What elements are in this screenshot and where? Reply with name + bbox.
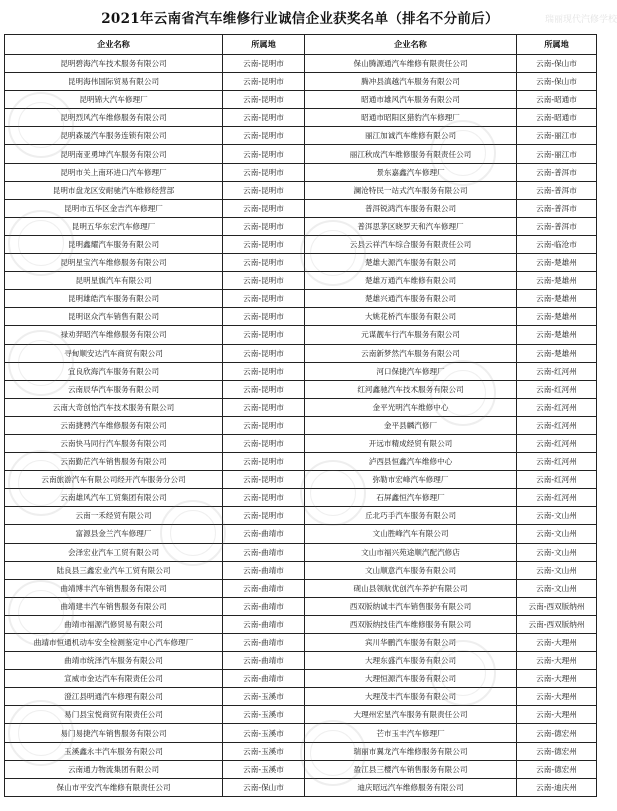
region-left: 云南-昆明市 [223,308,305,326]
company-name-right: 砚山县领航优创汽车养护有限公司 [305,579,517,597]
table-row [5,453,597,471]
company-name-left: 昆明五华东宏汽车修理厂 [5,217,223,235]
region-left: 云南-昆明市 [223,181,305,199]
company-name-left: 昆明市盘龙区安耐驰汽车维修经营部 [5,181,223,199]
table-row [5,507,597,525]
table-row [5,398,597,416]
company-name-right: 文山市福兴苑途顺汽配汽修店 [305,543,517,561]
region-left: 云南-昆明市 [223,507,305,525]
table-row [5,597,597,615]
company-name-right: 云县云祥汽车综合服务有限责任公司 [305,235,517,253]
region-left: 云南-昆明市 [223,471,305,489]
company-name-left: 昆明森晟汽车服务连锁有限公司 [5,127,223,145]
region-left: 云南-昆明市 [223,453,305,471]
table-row [5,706,597,724]
region-right: 云南-文山州 [517,507,597,525]
company-name-right: 大理恒源汽车服务有限公司 [305,670,517,688]
company-name-left: 云南一禾经贸有限公司 [5,507,223,525]
company-name-right: 昭通市雄风汽车服务有限公司 [305,91,517,109]
company-name-right: 保山腾源通汽车维修有限责任公司 [305,55,517,73]
table-row [5,254,597,272]
company-name-left: 曲靖市统泽汽车服务有限公司 [5,652,223,670]
header-company-left: 企业名称 [5,35,223,55]
region-right: 云南-普洱市 [517,163,597,181]
company-name-right: 金平县麟汽修厂 [305,416,517,434]
region-left: 云南-曲靖市 [223,525,305,543]
region-right: 云南-楚雄州 [517,308,597,326]
company-name-left: 曲靖市恒通机动车安全检测鉴定中心汽车修理厂 [5,634,223,652]
company-name-left: 禄劝羿昭汽车维修服务有限公司 [5,326,223,344]
region-left: 云南-昆明市 [223,489,305,507]
award-table [4,34,597,797]
region-right: 云南-文山州 [517,561,597,579]
company-name-left: 云南大奇创怡汽车技术服务有限公司 [5,398,223,416]
region-left: 云南-昆明市 [223,217,305,235]
company-name-right: 大姚花桥汽车服务有限公司 [305,308,517,326]
company-name-left: 昆明南亚勇坤汽车服务有限公司 [5,145,223,163]
region-right: 云南-大理州 [517,670,597,688]
company-name-right: 澜沧特民一站式汽车服务有限公司 [305,181,517,199]
company-name-right: 普洱锐鸿汽车服务有限公司 [305,199,517,217]
region-right: 云南-昭通市 [517,91,597,109]
company-name-right: 昭通市昭阳区猎豹汽车修理厂 [305,109,517,127]
table-row [5,561,597,579]
company-name-right: 西双版纳技佳汽车维修服务有限公司 [305,615,517,633]
company-name-right: 文山胜峰汽车有限公司 [305,525,517,543]
region-left: 云南-玉溪市 [223,706,305,724]
region-left: 云南-曲靖市 [223,634,305,652]
region-right: 云南-迪庆州 [517,778,597,796]
company-name-left: 云南快马同行汽车服务有限公司 [5,434,223,452]
table-row [5,109,597,127]
company-name-left: 易门县宝悦商贸有限责任公司 [5,706,223,724]
region-left: 云南-昆明市 [223,272,305,290]
table-row [5,652,597,670]
table-row [5,615,597,633]
table-row [5,272,597,290]
region-left: 云南-昆明市 [223,55,305,73]
region-right: 云南-楚雄州 [517,344,597,362]
region-right: 云南-大理州 [517,634,597,652]
table-row [5,326,597,344]
region-right: 云南-德宏州 [517,742,597,760]
company-name-left: 昆明星旗汽车有限公司 [5,272,223,290]
table-row [5,55,597,73]
region-right: 云南-红河州 [517,398,597,416]
region-right: 云南-红河州 [517,362,597,380]
region-right: 云南-大理州 [517,706,597,724]
table-row [5,344,597,362]
company-name-right: 腾冲县滇越汽车服务有限公司 [305,73,517,91]
region-right: 云南-大理州 [517,652,597,670]
region-right: 云南-红河州 [517,453,597,471]
company-name-right: 丽江秋成汽车维修服务有限责任公司 [305,145,517,163]
region-right: 云南-红河州 [517,471,597,489]
table-row [5,760,597,778]
company-name-left: 宣威市金达汽车有限责任公司 [5,670,223,688]
company-name-right: 元谋靓车行汽车服务有限公司 [305,326,517,344]
table-row [5,724,597,742]
region-left: 云南-玉溪市 [223,724,305,742]
region-left: 云南-昆明市 [223,254,305,272]
page-title: 2021年云南省汽车维修行业诚信企业获奖名单（排名不分前后） [101,11,499,27]
table-row [5,290,597,308]
region-left: 云南-昆明市 [223,326,305,344]
table-row [5,670,597,688]
region-left: 云南-昆明市 [223,145,305,163]
company-name-left: 昆明碧海汽车技术服务有限公司 [5,55,223,73]
region-right: 云南-昭通市 [517,109,597,127]
company-name-right: 金平光明汽车维修中心 [305,398,517,416]
company-name-left: 易门易捷汽车销售服务有限公司 [5,724,223,742]
region-left: 云南-昆明市 [223,362,305,380]
company-name-right: 西双版纳诚丰汽车销售服务有限公司 [305,597,517,615]
region-right: 云南-德宏州 [517,724,597,742]
region-left: 云南-玉溪市 [223,742,305,760]
region-left: 云南-昆明市 [223,73,305,91]
table-row [5,634,597,652]
table-row [5,742,597,760]
company-name-right: 楚雄万通汽车维修有限公司 [305,272,517,290]
region-right: 云南-丽江市 [517,127,597,145]
company-name-left: 曲靖博丰汽车销售服务有限公司 [5,579,223,597]
company-name-left: 昆明市五华区金吉汽车修理厂 [5,199,223,217]
region-left: 云南-昆明市 [223,290,305,308]
region-right: 云南-文山州 [517,579,597,597]
region-right: 云南-文山州 [517,525,597,543]
table-row [5,235,597,253]
region-right: 云南-楚雄州 [517,326,597,344]
company-name-right: 开远市精成经贸有限公司 [305,434,517,452]
region-right: 云南-大理州 [517,688,597,706]
region-left: 云南-昆明市 [223,398,305,416]
header-region-left: 所属地 [223,35,305,55]
company-name-right: 文山顺意汽车服务有限公司 [305,561,517,579]
region-left: 云南-玉溪市 [223,688,305,706]
table-row [5,127,597,145]
region-right: 云南-楚雄州 [517,272,597,290]
region-left: 云南-昆明市 [223,344,305,362]
region-left: 云南-昆明市 [223,380,305,398]
company-name-right: 大理茂丰汽车服务有限公司 [305,688,517,706]
table-body [5,55,597,797]
region-right: 云南-丽江市 [517,145,597,163]
company-name-left: 昆明星宝汽车维修服务有限公司 [5,254,223,272]
company-name-right: 红河鑫驰汽车技术服务有限公司 [305,380,517,398]
company-name-right: 迪庆昭远汽车维修服务有限公司 [305,778,517,796]
company-name-right: 瑞丽市翼龙汽车维修服务有限公司 [305,742,517,760]
company-name-right: 弥勒市宏峰汽车修理厂 [305,471,517,489]
table-row [5,163,597,181]
company-name-right: 普洱思茅区晓罗天和汽车修理厂 [305,217,517,235]
company-name-left: 宜良欣海汽车服务有限公司 [5,362,223,380]
region-right: 云南-保山市 [517,73,597,91]
company-name-left: 云南雄风汽车工贸集团有限公司 [5,489,223,507]
region-left: 云南-昆明市 [223,91,305,109]
region-left: 云南-昆明市 [223,199,305,217]
company-name-right: 泸西县恒鑫汽车维修中心 [305,453,517,471]
header-company-right: 企业名称 [305,35,517,55]
company-name-left: 会泽宏业汽车工贸有限公司 [5,543,223,561]
company-name-right: 丘北巧手汽车服务有限公司 [305,507,517,525]
region-right: 云南-楚雄州 [517,254,597,272]
company-name-left: 昆明讴众汽车销售有限公司 [5,308,223,326]
table-row [5,145,597,163]
region-right: 云南-红河州 [517,416,597,434]
table-row [5,434,597,452]
table-row [5,579,597,597]
table-row [5,308,597,326]
region-left: 云南-玉溪市 [223,760,305,778]
company-name-left: 陆良县三鑫宏业汽车工贸有限公司 [5,561,223,579]
company-name-left: 玉溪鑫永丰汽车服务有限公司 [5,742,223,760]
company-name-left: 昆明海伟国际贸易有限公司 [5,73,223,91]
company-name-left: 云南勤茫汽车销售服务有限公司 [5,453,223,471]
region-right: 云南-临沧市 [517,235,597,253]
company-name-right: 楚雄大源汽车服务有限公司 [305,254,517,272]
region-left: 云南-曲靖市 [223,561,305,579]
company-name-right: 大理东盛汽车服务有限公司 [305,652,517,670]
table-row [5,91,597,109]
company-name-left: 云南捷骋汽车维修服务有限公司 [5,416,223,434]
region-left: 云南-保山市 [223,778,305,796]
region-right: 云南-普洱市 [517,181,597,199]
company-name-right: 芒市玉丰汽车修理厂 [305,724,517,742]
region-right: 云南-文山州 [517,543,597,561]
company-name-left: 昆明雄皓汽车服务有限公司 [5,290,223,308]
company-name-left: 云南旅游汽车有限公司经开汽车服务分公司 [5,471,223,489]
region-right: 云南-红河州 [517,380,597,398]
company-name-left: 曲靖市福源汽修贸易有限公司 [5,615,223,633]
table-row [5,543,597,561]
region-right: 云南-红河州 [517,489,597,507]
table-row [5,525,597,543]
company-name-left: 昆明鑫耀汽车服务有限公司 [5,235,223,253]
table-row [5,73,597,91]
company-name-left: 保山市平安汽车维修有限责任公司 [5,778,223,796]
region-left: 云南-昆明市 [223,109,305,127]
company-name-left: 寻甸顺安达汽车商贸有限公司 [5,344,223,362]
region-right: 云南-普洱市 [517,217,597,235]
table-row [5,199,597,217]
region-right: 云南-红河州 [517,434,597,452]
region-left: 云南-昆明市 [223,163,305,181]
table-row [5,380,597,398]
company-name-right: 云南新梦然汽车服务有限公司 [305,344,517,362]
company-name-right: 石屏鑫恒汽车修理厂 [305,489,517,507]
region-right: 云南-楚雄州 [517,290,597,308]
table-row [5,778,597,796]
region-left: 云南-曲靖市 [223,670,305,688]
company-name-right: 楚雄兴通汽车服务有限公司 [305,290,517,308]
company-name-right: 河口保捷汽车修理厂 [305,362,517,380]
table-header-row [5,35,597,55]
company-name-left: 澄江县明通汽车修理有限公司 [5,688,223,706]
company-name-left: 昆明烈风汽车维修服务有限公司 [5,109,223,127]
region-right: 云南-西双版纳州 [517,597,597,615]
region-left: 云南-昆明市 [223,127,305,145]
header-region-right: 所属地 [517,35,597,55]
company-name-right: 大理州宏星汽车服务有限责任公司 [305,706,517,724]
table-row [5,217,597,235]
region-right: 云南-德宏州 [517,760,597,778]
company-name-left: 昆明市关上南环进口汽车修理厂 [5,163,223,181]
region-left: 云南-昆明市 [223,235,305,253]
table-row [5,362,597,380]
region-right: 云南-普洱市 [517,199,597,217]
table-row [5,181,597,199]
region-left: 云南-曲靖市 [223,615,305,633]
table-row [5,688,597,706]
table-row [5,416,597,434]
table-row [5,471,597,489]
region-left: 云南-曲靖市 [223,597,305,615]
region-right: 云南-西双版纳州 [517,615,597,633]
region-left: 云南-曲靖市 [223,543,305,561]
region-left: 云南-昆明市 [223,416,305,434]
company-name-right: 景东嘉鑫汽车修理厂 [305,163,517,181]
table-row [5,489,597,507]
company-name-left: 富源县金兰汽车修理厂 [5,525,223,543]
company-name-left: 曲靖建丰汽车销售服务有限公司 [5,597,223,615]
region-left: 云南-昆明市 [223,434,305,452]
region-left: 云南-曲靖市 [223,652,305,670]
company-name-right: 丽江加诚汽车维修有限公司 [305,127,517,145]
region-right: 云南-保山市 [517,55,597,73]
company-name-right: 盈江县三樱汽车销售服务有限公司 [305,760,517,778]
company-name-left: 云南辰华汽车服务有限公司 [5,380,223,398]
company-name-right: 宾川华鹏汽车服务有限公司 [305,634,517,652]
company-name-left: 云南通力物流集团有限公司 [5,760,223,778]
company-name-left: 昆明锦大汽车修理厂 [5,91,223,109]
region-left: 云南-曲靖市 [223,579,305,597]
watermark-text: 瑞丽现代汽修学校 [545,15,617,25]
